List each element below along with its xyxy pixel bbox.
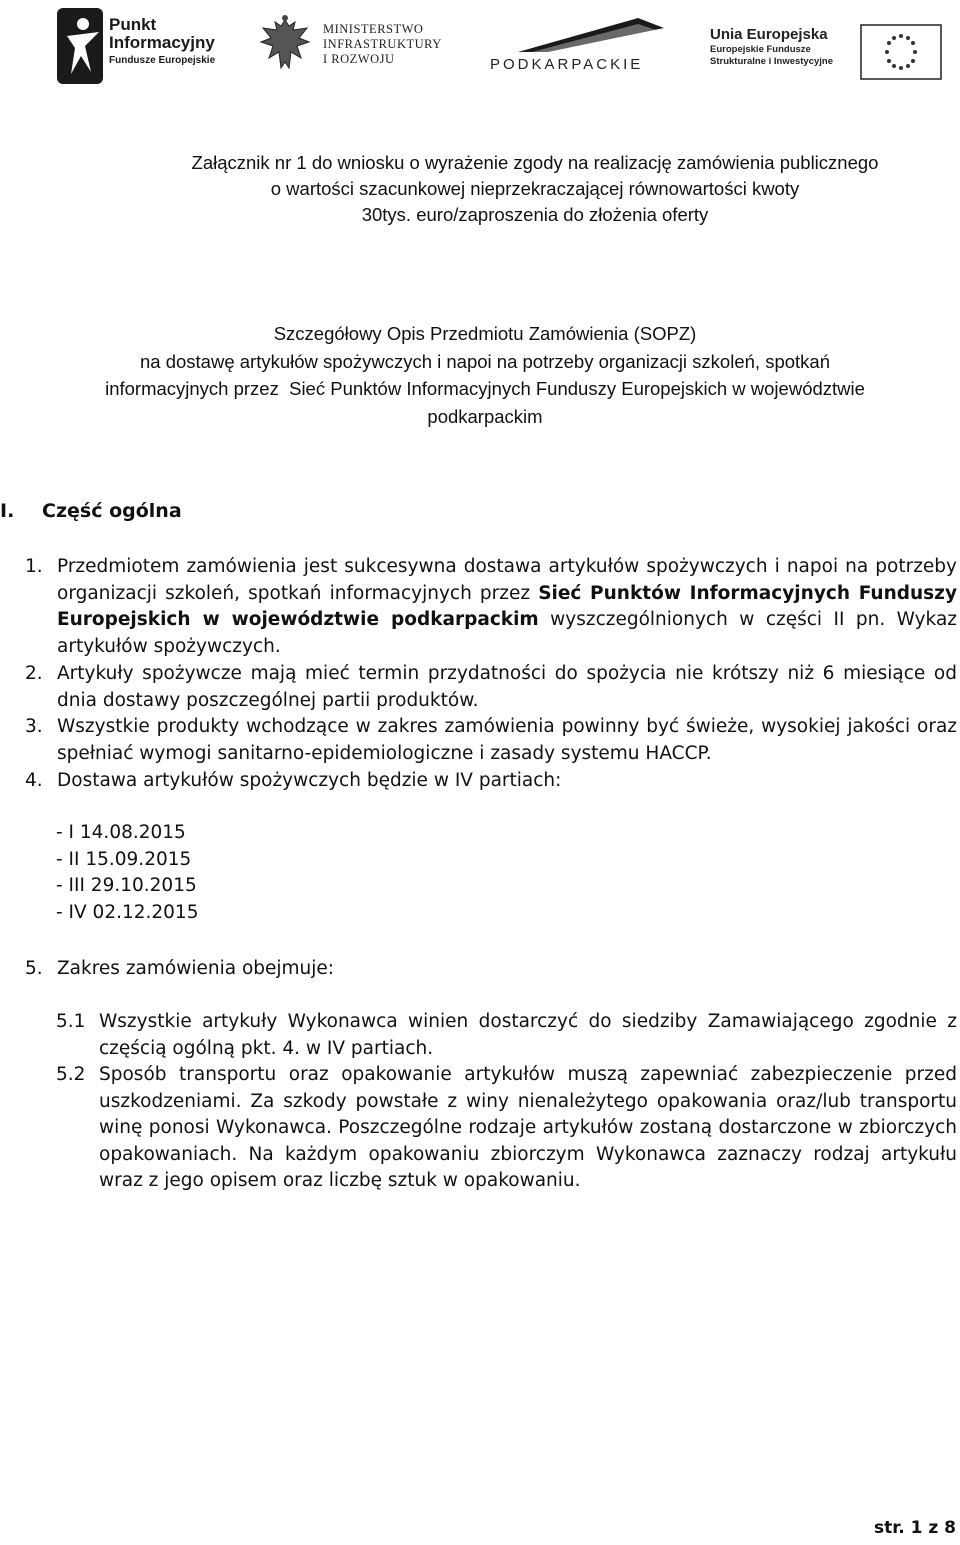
delivery-dates-list [56,820,198,926]
eu-flag-icon [860,24,942,80]
sopz-line: informacyjnych przez Sieć Punktów Informacyjnych Funduszy Europejskich w województwie [105,378,865,399]
annex-line: 30tys. euro/zaproszenia do złożenia oferty [361,204,709,225]
item-text: wyszczególnionych w części II pn. Wykaz artykułów spożywczych. [57,609,957,657]
punkt-informacyjny-logo [55,6,245,86]
list-item [25,768,957,795]
list-item [25,554,957,660]
star-figure-icon [55,6,107,86]
delivery-date: - I 14.08.2015 [56,822,186,843]
item-text: Artykuły spożywcze mają mieć termin przydatności do spożycia nie krótszy niż 6 miesiące od dnia dostawy poszczególnej partii produktów. [57,663,957,711]
logo-line: Strukturalne i Inwestycyjne [710,56,834,67]
item-number: 1. [25,556,43,577]
section-title: Część ogólna [42,500,182,522]
delivery-date: - IV 02.12.2015 [56,901,199,923]
sopz-line: podkarpackim [427,405,543,427]
sub-item [56,1062,957,1195]
item-number: 4. [25,770,43,791]
logo-line: Unia Europejska [710,26,828,43]
sub-item-text: Wszystkie artykuły Wykonawca winien dostarczyć do siedziby Zamawiającego zgodnie z częścią ogólną pkt. 4. w IV partiach. [99,1011,957,1059]
item-number: 5. [25,958,43,979]
ministerstwo-logo [255,14,470,76]
logo-line: Fundusze Europejskie [109,55,216,66]
eagle-emblem-icon [255,14,315,76]
item-text: Dostawa artykułów spożywczych będzie w IV partiach: [57,770,562,791]
arrow-swoosh-icon [488,18,668,54]
sub-item-number: 5.2 [56,1064,86,1085]
section-number: I. [0,500,15,522]
list-item [25,956,957,983]
logo-wordmark: PODKARPACKIE [490,56,644,73]
section-heading [0,500,182,522]
podkarpackie-logo [488,18,668,78]
logo-line: MINISTERSTWO [323,22,424,36]
unia-europejska-logo [706,20,946,82]
sub-item-text: Sposób transportu oraz opakowanie artykułów muszą zapewniać zabezpieczenie przed uszkodzeniami. Za szkody powstałe z winy nienależytego opakowania oraz/lub transportu winę ponosi Wykonawca. Poszczególne rodzaje artykułów zostaną dostarczone w zbiorczych opakowaniach. Na każdym opakowaniu zbiorczym Wykonawca zaznaczy rodzaj artykułu wraz z jego opisem oraz liczbę sztuk w opakowaniu. [99,1064,957,1191]
annex-line: Załącznik nr 1 do wniosku o wyrażenie zgody na realizację zamówienia publicznego [191,152,879,173]
item-text: Zakres zamówienia obejmuje: [57,958,335,979]
logo-line: Punkt [109,15,157,34]
logo-line: Informacyjny [109,33,215,52]
item-text: Przedmiotem zamówienia jest sukcesywna dostawa artykułów spożywczych i napoi na potrzeby organizacji szkoleń, spotkań informacyjnych przez [57,556,957,604]
item-number: 3. [25,716,43,737]
item-text: Wszystkie produkty wchodzące w zakres zamówienia powinny być świeże, wysokiej jakości oraz spełniać wymogi sanitarno-epidemiologiczne i zasady systemu HACCP. [57,716,957,764]
delivery-date: - III 29.10.2015 [56,875,197,896]
delivery-date: - II 15.09.2015 [56,848,192,870]
annex-line: o wartości szacunkowej nieprzekraczającej równowartości kwoty [270,178,800,199]
list-item [25,714,957,767]
sopz-title [10,320,960,430]
sopz-line: Szczegółowy Opis Przedmiotu Zamówienia (SOPZ) [273,323,697,344]
logo-line: I ROZWOJU [323,52,395,66]
list-item [25,661,957,714]
sopz-line: na dostawę artykułów spożywczych i napoi na potrzeby organizacji szkoleń, spotkań [139,350,830,372]
item-number: 2. [25,663,43,684]
item-bold-text: Sieć Punktów Informacyjnych Funduszy Europejskich w województwie podkarpackim [57,582,957,630]
sub-item [56,1009,957,1062]
page-number: str. 1 z 8 [874,1518,956,1538]
logo-line: Europejskie Fundusze [710,44,811,55]
sub-item-number: 5.1 [56,1011,86,1032]
annex-heading [110,150,960,228]
logo-line: INFRASTRUKTURY [323,37,442,51]
